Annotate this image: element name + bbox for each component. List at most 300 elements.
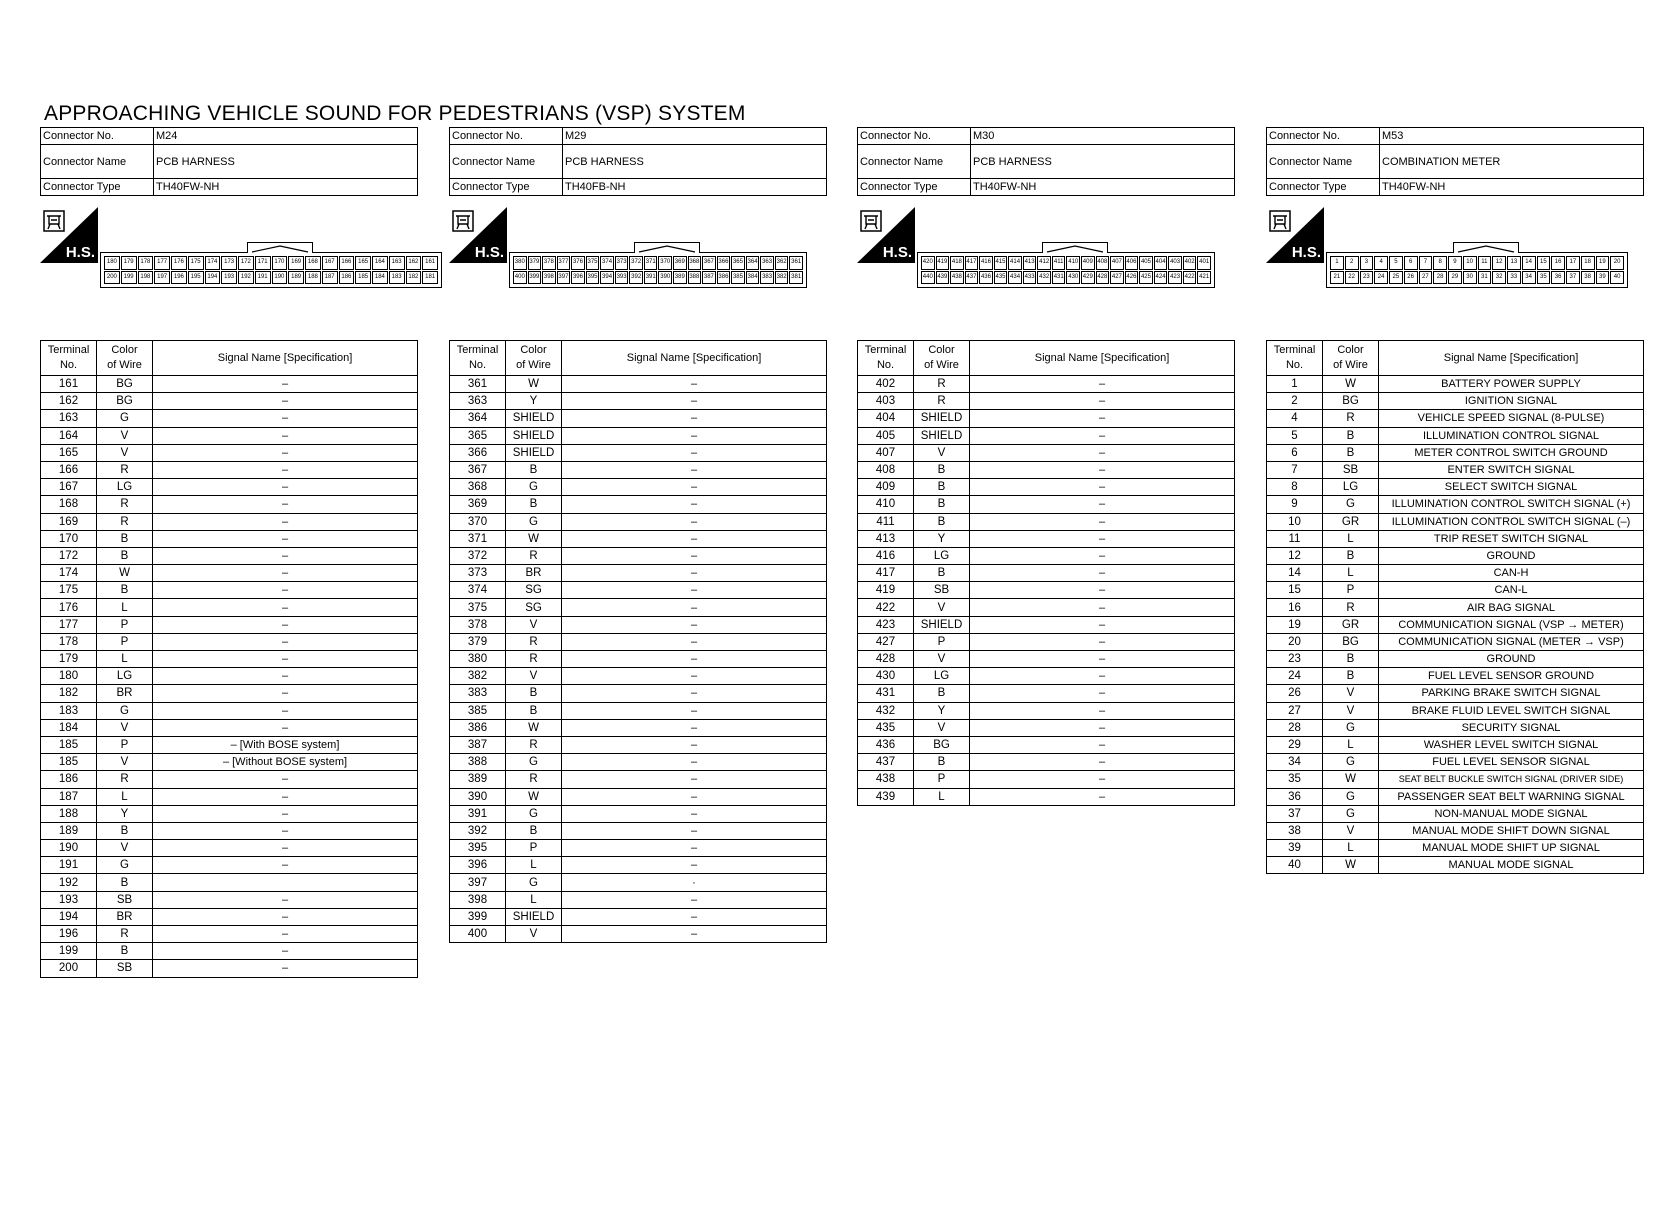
- signal-name-cell: –: [562, 754, 827, 771]
- connector-no-value: M30: [971, 128, 1235, 145]
- wire-color-cell: L: [1323, 840, 1379, 857]
- terminal-no-cell: 431: [858, 685, 914, 702]
- signal-name-cell: –: [970, 530, 1235, 547]
- connector-info: [449, 127, 827, 196]
- terminal-no-cell: 365: [450, 427, 506, 444]
- signal-name-cell: –: [970, 496, 1235, 513]
- table-row: [450, 926, 827, 943]
- wire-color-cell: B: [97, 874, 153, 891]
- pin-cell: 25: [1389, 271, 1403, 285]
- table-row: [1267, 479, 1644, 496]
- pin-cell: 23: [1360, 271, 1374, 285]
- table-row: [450, 857, 827, 874]
- connector-name-label: Connector Name: [450, 145, 563, 179]
- table-row: [450, 840, 827, 857]
- terminal-no-cell: 372: [450, 547, 506, 564]
- terminal-no-cell: 382: [450, 668, 506, 685]
- signal-name-cell: –: [562, 582, 827, 599]
- terminal-no-cell: 383: [450, 685, 506, 702]
- harness-side-icon: [449, 207, 507, 263]
- table-row: [450, 685, 827, 702]
- pin-cell: 406: [1125, 256, 1139, 270]
- terminal-no-cell: 363: [450, 393, 506, 410]
- table-row: [450, 496, 827, 513]
- table-row: [1267, 582, 1644, 599]
- terminal-no-cell: 40: [1267, 857, 1323, 874]
- pin-cell: 371: [644, 256, 658, 270]
- terminal-no-cell: 399: [450, 908, 506, 925]
- connector-name-value: PCB HARNESS: [563, 145, 827, 179]
- connector-no-value: M53: [1380, 128, 1644, 145]
- wire-color-cell: P: [97, 616, 153, 633]
- terminal-no-cell: 432: [858, 702, 914, 719]
- signal-name-cell: COMMUNICATION SIGNAL (VSP → METER): [1379, 616, 1644, 633]
- terminal-no-cell: 404: [858, 410, 914, 427]
- connector-type-label: Connector Type: [858, 179, 971, 196]
- pin-cell: 368: [688, 256, 702, 270]
- signal-name-cell: –: [970, 410, 1235, 427]
- pin-cell: 402: [1183, 256, 1197, 270]
- pin-cell: 197: [154, 271, 170, 285]
- pin-cell: 378: [542, 256, 556, 270]
- wire-color-cell: L: [1323, 565, 1379, 582]
- table-row: [450, 702, 827, 719]
- table-row: [1267, 633, 1644, 650]
- wire-color-cell: SHIELD: [506, 427, 562, 444]
- connector-lock-tab: [634, 242, 700, 253]
- signal-name-cell: –: [970, 788, 1235, 805]
- table-row: [1267, 393, 1644, 410]
- terminal-no-cell: 167: [41, 479, 97, 496]
- terminal-no-cell: 186: [41, 771, 97, 788]
- wire-color-cell: L: [97, 788, 153, 805]
- table-row: [41, 754, 418, 771]
- table-row: [1267, 427, 1644, 444]
- wire-color-cell: L: [506, 891, 562, 908]
- wire-color-cell: B: [1323, 427, 1379, 444]
- table-row: [450, 530, 827, 547]
- connector-name-label: Connector Name: [858, 145, 971, 179]
- terminal-no-cell: 388: [450, 754, 506, 771]
- pin-row: [513, 271, 803, 285]
- wire-color-cell: B: [1323, 547, 1379, 564]
- terminal-no-cell: 366: [450, 444, 506, 461]
- signal-name-cell: –: [153, 427, 418, 444]
- signal-name-cell: –: [970, 565, 1235, 582]
- pin-cell: 390: [658, 271, 672, 285]
- signal-name-cell: –: [153, 513, 418, 530]
- terminal-no-cell: 396: [450, 857, 506, 874]
- signal-name-cell: –: [970, 393, 1235, 410]
- pin-cell: 173: [221, 256, 237, 270]
- signal-name-cell: IGNITION SIGNAL: [1379, 393, 1644, 410]
- table-row: [1267, 461, 1644, 478]
- terminal-no-cell: 4: [1267, 410, 1323, 427]
- wire-color-cell: SB: [914, 582, 970, 599]
- table-row: [858, 599, 1235, 616]
- pin-cell: 186: [339, 271, 355, 285]
- pin-cell: 440: [921, 271, 935, 285]
- pin-cell: 189: [288, 271, 304, 285]
- terminal-no-cell: 370: [450, 513, 506, 530]
- pin-cell: 399: [528, 271, 542, 285]
- table-row: [41, 805, 418, 822]
- pin-cell: 11: [1478, 256, 1492, 270]
- terminal-no-cell: 386: [450, 719, 506, 736]
- signal-name-cell: –: [562, 376, 827, 393]
- terminal-no-cell: 15: [1267, 582, 1323, 599]
- signal-name-header: Signal Name [Specification]: [970, 341, 1235, 376]
- wire-color-cell: BR: [97, 908, 153, 925]
- pin-cell: 419: [936, 256, 950, 270]
- terminal-no-header: [41, 341, 97, 376]
- wire-color-cell: B: [914, 754, 970, 771]
- terminal-no-cell: 194: [41, 908, 97, 925]
- pin-cell: 178: [138, 256, 154, 270]
- terminal-no-cell: 199: [41, 943, 97, 960]
- wire-color-cell: LG: [1323, 479, 1379, 496]
- signal-name-cell: –: [970, 685, 1235, 702]
- signal-name-cell: –: [153, 444, 418, 461]
- pin-cell: 1: [1330, 256, 1344, 270]
- table-row: [1267, 736, 1644, 753]
- pin-cell: 198: [138, 271, 154, 285]
- wire-color-cell: V: [914, 444, 970, 461]
- wire-color-cell: L: [506, 857, 562, 874]
- terminal-no-cell: 193: [41, 891, 97, 908]
- signal-name-cell: –: [970, 513, 1235, 530]
- terminal-no-cell: 37: [1267, 805, 1323, 822]
- pin-cell: 434: [1008, 271, 1022, 285]
- pin-cell: 171: [255, 256, 271, 270]
- pin-cell: 10: [1463, 256, 1477, 270]
- pin-cell: 183: [389, 271, 405, 285]
- table-row: [450, 616, 827, 633]
- wire-color-cell: R: [506, 651, 562, 668]
- signal-name-cell: ·: [562, 874, 827, 891]
- pin-cell: 177: [154, 256, 170, 270]
- table-row: [41, 788, 418, 805]
- signal-name-cell: –: [153, 668, 418, 685]
- header-line: Color: [520, 344, 547, 356]
- pin-cell: 372: [629, 256, 643, 270]
- terminal-no-cell: 161: [41, 376, 97, 393]
- signal-name-cell: –: [153, 461, 418, 478]
- pin-cell: 27: [1419, 271, 1433, 285]
- connector-lock-tab: [247, 242, 313, 253]
- table-row: [858, 651, 1235, 668]
- pin-cell: 425: [1139, 271, 1153, 285]
- pin-cell: 438: [950, 271, 964, 285]
- terminal-no-cell: 368: [450, 479, 506, 496]
- pin-cell: 388: [688, 271, 702, 285]
- wire-color-cell: W: [1323, 376, 1379, 393]
- signal-name-cell: –: [970, 754, 1235, 771]
- wire-color-cell: LG: [914, 547, 970, 564]
- terminal-no-cell: 436: [858, 736, 914, 753]
- table-row: [1267, 496, 1644, 513]
- table-row: [41, 771, 418, 788]
- pin-cell: 396: [571, 271, 585, 285]
- wire-color-cell: V: [506, 616, 562, 633]
- table-row: [450, 651, 827, 668]
- wire-color-cell: R: [97, 771, 153, 788]
- signal-name-cell: –: [562, 805, 827, 822]
- terminal-no-cell: 39: [1267, 840, 1323, 857]
- signal-name-cell: –: [562, 513, 827, 530]
- pin-cell: 364: [746, 256, 760, 270]
- signal-name-cell: –: [562, 685, 827, 702]
- pin-cell: 170: [272, 256, 288, 270]
- table-row: [450, 891, 827, 908]
- connector-no-label: Connector No.: [1267, 128, 1380, 145]
- wire-color-cell: W: [506, 376, 562, 393]
- pin-cell: 393: [615, 271, 629, 285]
- signal-name-cell: –: [153, 857, 418, 874]
- signal-name-cell: –: [153, 788, 418, 805]
- signal-name-cell: –: [970, 719, 1235, 736]
- wire-color-cell: G: [97, 857, 153, 874]
- pin-cell: 433: [1023, 271, 1037, 285]
- table-row: [41, 702, 418, 719]
- signal-name-cell: METER CONTROL SWITCH GROUND: [1379, 444, 1644, 461]
- connector-no-label: Connector No.: [450, 128, 563, 145]
- terminal-no-cell: 172: [41, 547, 97, 564]
- pin-cell: 200: [104, 271, 120, 285]
- table-row: [41, 547, 418, 564]
- pin-cell: 427: [1110, 271, 1124, 285]
- wire-color-cell: G: [506, 805, 562, 822]
- terminal-no-cell: 430: [858, 668, 914, 685]
- table-row: [858, 496, 1235, 513]
- table-row: [858, 771, 1235, 788]
- terminal-no-cell: 176: [41, 599, 97, 616]
- signal-name-cell: –: [153, 633, 418, 650]
- connector-face: [509, 252, 807, 288]
- wire-color-cell: SG: [506, 599, 562, 616]
- table-row: [1267, 616, 1644, 633]
- signal-name-cell: –: [562, 633, 827, 650]
- table-row: [41, 410, 418, 427]
- terminal-no-cell: 190: [41, 840, 97, 857]
- terminal-no-cell: 166: [41, 461, 97, 478]
- wire-color-cell: G: [97, 410, 153, 427]
- pin-cell: 375: [586, 256, 600, 270]
- terminal-no-cell: 178: [41, 633, 97, 650]
- wire-color-cell: R: [914, 393, 970, 410]
- pin-cell: 413: [1023, 256, 1037, 270]
- signal-name-cell: CAN-L: [1379, 582, 1644, 599]
- signal-name-cell: –: [562, 496, 827, 513]
- table-row: [41, 444, 418, 461]
- signal-name-cell: –: [970, 479, 1235, 496]
- wire-color-cell: BR: [97, 685, 153, 702]
- signal-name-cell: NON-MANUAL MODE SIGNAL: [1379, 805, 1644, 822]
- table-header-row: [41, 341, 418, 376]
- terminal-no-cell: 379: [450, 633, 506, 650]
- signal-name-cell: –: [970, 633, 1235, 650]
- pin-cell: 376: [571, 256, 585, 270]
- table-row: [450, 547, 827, 564]
- wire-color-cell: SHIELD: [506, 444, 562, 461]
- pin-cell: 36: [1551, 271, 1565, 285]
- connector-type-value: TH40FW-NH: [1380, 179, 1644, 196]
- pin-cell: 415: [994, 256, 1008, 270]
- signal-name-cell: –: [562, 444, 827, 461]
- pin-cell: 172: [238, 256, 254, 270]
- table-row: [41, 926, 418, 943]
- header-line: Terminal: [864, 344, 907, 356]
- wire-color-cell: SHIELD: [506, 908, 562, 925]
- signal-name-cell: –: [153, 891, 418, 908]
- pin-grid: [921, 256, 1211, 284]
- wire-color-cell: LG: [97, 479, 153, 496]
- table-row: [1267, 547, 1644, 564]
- header-line: Terminal: [47, 344, 90, 356]
- pin-cell: 417: [965, 256, 979, 270]
- wire-color-cell: W: [506, 530, 562, 547]
- table-row: [450, 736, 827, 753]
- pin-cell: 380: [513, 256, 527, 270]
- terminal-no-cell: 12: [1267, 547, 1323, 564]
- table-row: [450, 444, 827, 461]
- table-row: [1267, 565, 1644, 582]
- terminal-no-cell: 185: [41, 754, 97, 771]
- hs-label: H.S.: [474, 244, 504, 261]
- pin-row: [513, 256, 803, 270]
- terminal-no-cell: 390: [450, 788, 506, 805]
- table-row: [1267, 822, 1644, 839]
- wire-color-cell: BG: [1323, 633, 1379, 650]
- pin-cell: 370: [658, 256, 672, 270]
- pin-cell: 19: [1596, 256, 1610, 270]
- pin-cell: 31: [1478, 271, 1492, 285]
- wire-color-cell: SHIELD: [914, 616, 970, 633]
- table-row: [1267, 651, 1644, 668]
- pin-cell: 39: [1596, 271, 1610, 285]
- terminal-no-cell: 437: [858, 754, 914, 771]
- terminal-no-cell: 164: [41, 427, 97, 444]
- terminal-no-cell: 435: [858, 719, 914, 736]
- pin-cell: 33: [1507, 271, 1521, 285]
- signal-name-cell: –: [562, 393, 827, 410]
- table-row: [858, 393, 1235, 410]
- table-row: [1267, 376, 1644, 393]
- wire-color-cell: L: [1323, 736, 1379, 753]
- wire-color-cell: G: [506, 754, 562, 771]
- signal-name-cell: –: [562, 599, 827, 616]
- wire-color-cell: G: [1323, 788, 1379, 805]
- table-row: [1267, 771, 1644, 788]
- table-row: [450, 788, 827, 805]
- wire-color-cell: P: [506, 840, 562, 857]
- hs-label: H.S.: [882, 244, 912, 261]
- connector-block: [857, 127, 1235, 280]
- table-row: [450, 908, 827, 925]
- table-row: [41, 822, 418, 839]
- pin-cell: 366: [717, 256, 731, 270]
- terminal-no-cell: 28: [1267, 719, 1323, 736]
- connector-no-label: Connector No.: [41, 128, 154, 145]
- wire-color-cell: P: [1323, 582, 1379, 599]
- pin-grid: [104, 256, 438, 284]
- signal-name-cell: –: [153, 599, 418, 616]
- signal-name-cell: –: [562, 822, 827, 839]
- pin-cell: 166: [339, 256, 355, 270]
- pin-cell: 29: [1448, 271, 1462, 285]
- wire-color-header: [914, 341, 970, 376]
- signal-name-cell: –: [562, 651, 827, 668]
- pin-cell: 374: [600, 256, 614, 270]
- signal-name-cell: –: [562, 702, 827, 719]
- table-row: [1267, 513, 1644, 530]
- header-line: No.: [1285, 359, 1304, 371]
- signal-name-header: Signal Name [Specification]: [562, 341, 827, 376]
- wire-color-cell: W: [506, 788, 562, 805]
- table-row: [450, 633, 827, 650]
- header-line: Terminal: [1273, 344, 1316, 356]
- pin-cell: 162: [406, 256, 422, 270]
- terminal-no-cell: 35: [1267, 771, 1323, 788]
- wire-color-cell: B: [914, 513, 970, 530]
- signal-name-cell: –: [562, 547, 827, 564]
- wire-color-cell: G: [506, 874, 562, 891]
- pin-cell: 191: [255, 271, 271, 285]
- terminal-no-cell: 416: [858, 547, 914, 564]
- terminal-no-cell: 419: [858, 582, 914, 599]
- signal-name-cell: –: [562, 926, 827, 943]
- pin-cell: 383: [760, 271, 774, 285]
- signal-name-cell: –: [153, 702, 418, 719]
- pin-row: [1330, 256, 1624, 270]
- terminal-no-cell: 180: [41, 668, 97, 685]
- header-line: No.: [468, 359, 487, 371]
- signal-name-cell: –: [153, 376, 418, 393]
- connector-info: [40, 127, 418, 196]
- connector-info: [857, 127, 1235, 196]
- terminal-no-cell: 165: [41, 444, 97, 461]
- signal-name-cell: MANUAL MODE SHIFT DOWN SIGNAL: [1379, 822, 1644, 839]
- pin-cell: 405: [1139, 256, 1153, 270]
- terminal-no-cell: 392: [450, 822, 506, 839]
- header-line: Color: [928, 344, 955, 356]
- signal-name-cell: –: [562, 565, 827, 582]
- wire-color-cell: W: [97, 565, 153, 582]
- terminal-no-cell: 423: [858, 616, 914, 633]
- connector-lock-tab: [1453, 242, 1519, 253]
- table-row: [450, 874, 827, 891]
- wire-color-cell: GR: [1323, 616, 1379, 633]
- wire-color-cell: GR: [1323, 513, 1379, 530]
- hs-label: H.S.: [1291, 244, 1321, 261]
- table-row: [858, 427, 1235, 444]
- terminal-no-cell: 395: [450, 840, 506, 857]
- table-row: [41, 719, 418, 736]
- terminal-no-cell: 36: [1267, 788, 1323, 805]
- terminal-no-cell: 200: [41, 960, 97, 977]
- signal-name-cell: ENTER SWITCH SIGNAL: [1379, 461, 1644, 478]
- signal-name-cell: GROUND: [1379, 547, 1644, 564]
- header-line: Color: [1337, 344, 1364, 356]
- wire-color-cell: B: [914, 479, 970, 496]
- pin-cell: 369: [673, 256, 687, 270]
- harness-side-icon: [40, 207, 98, 263]
- pin-cell: 35: [1537, 271, 1551, 285]
- table-row: [41, 479, 418, 496]
- pin-cell: 436: [979, 271, 993, 285]
- table-row: [41, 599, 418, 616]
- wire-color-cell: B: [97, 822, 153, 839]
